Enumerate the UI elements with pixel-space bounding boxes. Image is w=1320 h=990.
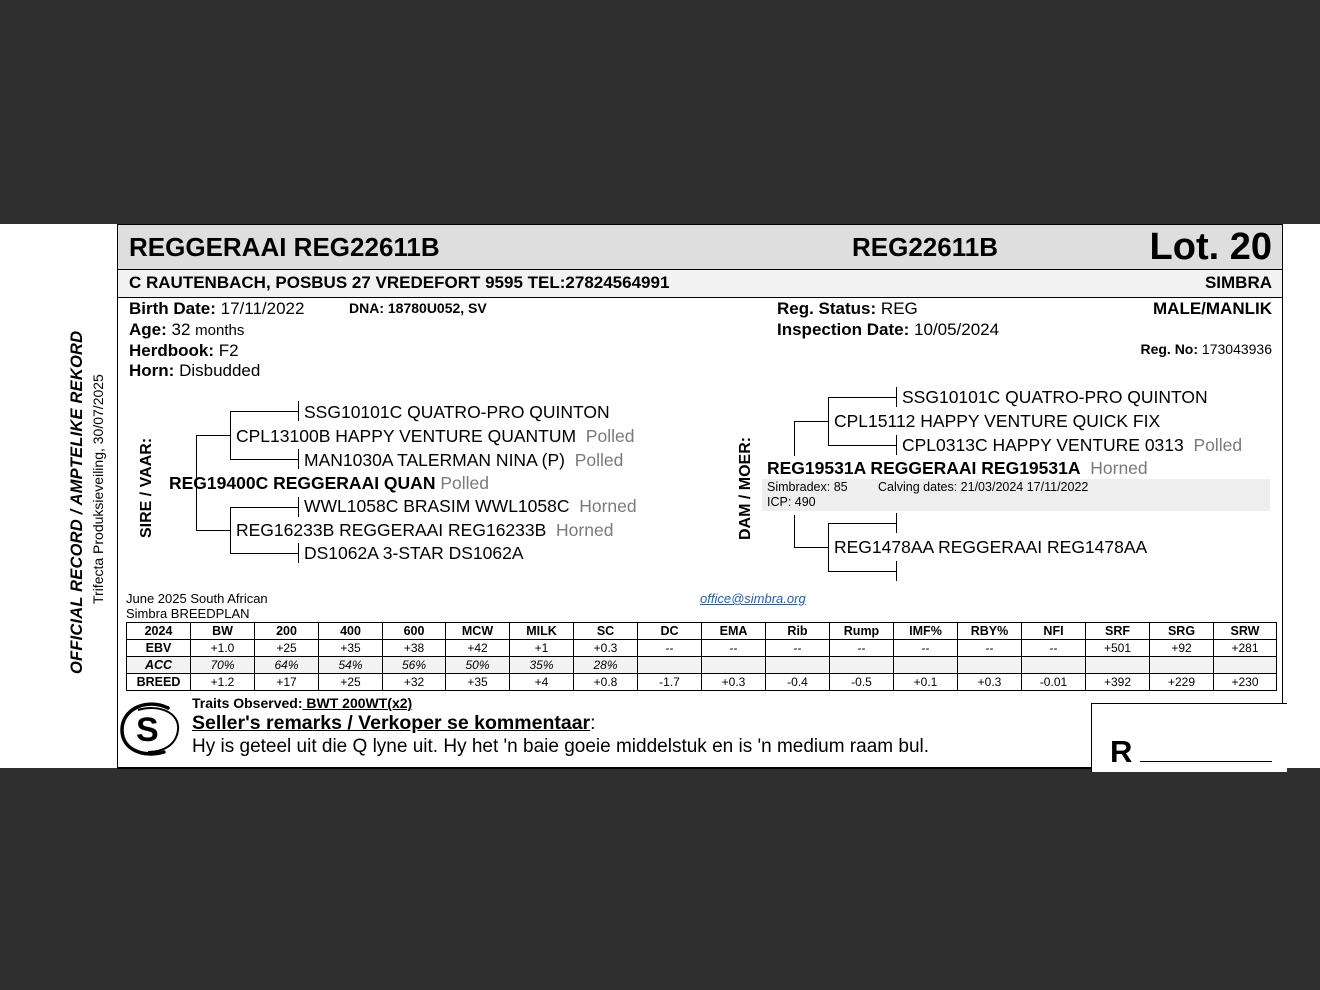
ebv-cell: 35% <box>510 657 574 674</box>
ebv-cell: +501 <box>1086 640 1150 657</box>
ebv-cell: 56% <box>383 657 446 674</box>
ebv-header-cell: RBY% <box>958 623 1022 640</box>
breed-row <box>127 674 1277 691</box>
ebv-header-cell: 2024 <box>127 623 191 640</box>
ebv-row <box>127 640 1277 657</box>
ebv-cell <box>958 657 1022 674</box>
ebv-cell: -- <box>702 640 766 657</box>
sire-side-label: SIRE / VAAR: <box>138 437 155 538</box>
dam-name: REG19531A REGGERAAI REG19531A Horned <box>767 458 1148 478</box>
ebv-cell: +230 <box>1214 674 1277 691</box>
ebv-header-cell: DC <box>638 623 702 640</box>
ebv-header-cell: SRF <box>1086 623 1150 640</box>
breeder-info: C RAUTENBACH, POSBUS 27 VREDEFORT 9595 TEL:27824564991 <box>129 273 670 292</box>
ebv-row-label: ACC <box>127 657 191 674</box>
ebv-cell: +38 <box>383 640 446 657</box>
sire-dam-dam: DS1062A 3-STAR DS1062A <box>304 543 524 563</box>
ebv-cell: +0.3 <box>574 640 638 657</box>
remarks-title: Seller's remarks / Verkoper se kommentaar: <box>192 712 596 734</box>
ebv-cell: -- <box>830 640 894 657</box>
ebv-header-cell: MILK <box>510 623 574 640</box>
ebv-cell: -- <box>958 640 1022 657</box>
ebv-cell <box>766 657 830 674</box>
ebv-cell: +229 <box>1150 674 1214 691</box>
ebv-header-cell: 600 <box>383 623 446 640</box>
ebv-cell <box>830 657 894 674</box>
reg-code: REG22611B <box>852 232 998 262</box>
ebv-header-cell: SC <box>574 623 638 640</box>
ebv-header-cell: Rib <box>766 623 830 640</box>
ebv-cell: +92 <box>1150 640 1214 657</box>
reg-number: Reg. No: 173043936 <box>1140 341 1272 357</box>
ebv-cell: 70% <box>191 657 255 674</box>
sire-dam-sire: WWL1058C BRASIM WWL1058C Horned <box>304 496 637 516</box>
ebv-cell: +1.2 <box>191 674 255 691</box>
price-box <box>1091 703 1287 772</box>
ebv-cell: +25 <box>319 674 383 691</box>
ebv-cell: +0.1 <box>894 674 958 691</box>
price-label: R <box>1110 734 1133 769</box>
ebv-cell <box>1214 657 1277 674</box>
ebv-cell <box>702 657 766 674</box>
ebv-header-cell: NFI <box>1022 623 1086 640</box>
calving-dates: Calving dates: 21/03/2024 17/11/2022 <box>878 480 1089 494</box>
ebv-header-cell: 400 <box>319 623 383 640</box>
sex-label: MALE/MANLIK <box>1153 299 1272 318</box>
sire-sire-dam: MAN1030A TALERMAN NINA (P) Polled <box>304 450 624 470</box>
ebv-cell <box>1150 657 1214 674</box>
ebv-cell: -0.5 <box>830 674 894 691</box>
ebv-cell: -- <box>1022 640 1086 657</box>
ebv-cell: +35 <box>446 674 510 691</box>
icp: ICP: 490 <box>767 495 816 509</box>
dam-side-label: DAM / MOER: <box>737 436 754 540</box>
simbra-logo-icon <box>118 700 182 760</box>
animal-name: REGGERAAI REG22611B <box>129 232 440 262</box>
lot-sheet <box>0 224 1320 768</box>
ebv-header-cell: EMA <box>702 623 766 640</box>
ebv-header-cell: 200 <box>255 623 319 640</box>
dam-dam: REG1478AA REGGERAAI REG1478AA <box>834 537 1148 557</box>
ebv-cell: +0.3 <box>958 674 1022 691</box>
breeder-bar <box>118 270 1282 298</box>
reg-status: Reg. Status: REG <box>777 299 918 318</box>
ebv-cell: +281 <box>1214 640 1277 657</box>
ebv-cell: -1.7 <box>638 674 702 691</box>
traits-observed: Traits Observed: BWT 200WT(x2) <box>192 695 413 711</box>
ebv-cell: 50% <box>446 657 510 674</box>
official-record-label: OFFICIAL RECORD / AMPTELIKE REKORD <box>68 330 86 674</box>
ebv-cell: -- <box>638 640 702 657</box>
ebv-cell: +25 <box>255 640 319 657</box>
ebv-header-cell: SRW <box>1214 623 1277 640</box>
ebv-cell: +392 <box>1086 674 1150 691</box>
dna-info: DNA: 18780U052, SV <box>349 300 487 316</box>
ebv-cell <box>894 657 958 674</box>
ebv-cell: -- <box>894 640 958 657</box>
ebv-cell: +17 <box>255 674 319 691</box>
ebv-cell: +1 <box>510 640 574 657</box>
ebv-cell: +4 <box>510 674 574 691</box>
ebv-header-cell: MCW <box>446 623 510 640</box>
breedplan-caption: June 2025 South African Simbra BREEDPLAN <box>126 591 268 621</box>
ebv-cell: -0.4 <box>766 674 830 691</box>
ebv-cell: +0.8 <box>574 674 638 691</box>
price-line[interactable] <box>1140 761 1272 762</box>
ebv-row-label: EBV <box>127 640 191 657</box>
sire-sire-sire: SSG10101C QUATRO-PRO QUINTON <box>304 402 610 422</box>
horn-status: Horn: Disbudded <box>129 361 261 380</box>
side-caption <box>66 224 116 768</box>
ebv-header-cell: SRG <box>1150 623 1214 640</box>
ebv-cell: 28% <box>574 657 638 674</box>
inspection-date: Inspection Date: 10/05/2024 <box>777 320 1000 339</box>
ebv-cell: -0.01 <box>1022 674 1086 691</box>
ebv-row-label: BREED <box>127 674 191 691</box>
lot-number: Lot. 20 <box>1149 226 1272 268</box>
ebv-cell: 64% <box>255 657 319 674</box>
ebv-cell <box>638 657 702 674</box>
birth-date: Birth Date: 17/11/2022 <box>129 299 305 318</box>
acc-row <box>127 657 1277 674</box>
ebv-cell: 54% <box>319 657 383 674</box>
breed-label: SIMBRA <box>1204 273 1272 292</box>
ebv-table <box>126 622 1277 691</box>
ebv-cell: +32 <box>383 674 446 691</box>
ebv-header-cell: IMF% <box>894 623 958 640</box>
ebv-cell <box>1022 657 1086 674</box>
ebv-header-row <box>127 623 1277 640</box>
ebv-cell: +42 <box>446 640 510 657</box>
ebv-header-cell: Rump <box>830 623 894 640</box>
animal-card <box>117 224 1283 768</box>
email-link[interactable]: office@simbra.org <box>700 591 806 606</box>
dam-sire-sire: SSG10101C QUATRO-PRO QUINTON <box>902 387 1208 407</box>
logo-letter: S <box>136 711 159 749</box>
simbradex: Simbradex: 85 <box>767 480 848 494</box>
dam-sire-dam: CPL0313C HAPPY VENTURE 0313 Polled <box>902 435 1243 455</box>
sire-sire: CPL13100B HAPPY VENTURE QUANTUM Polled <box>236 426 635 446</box>
dam-sire: CPL15112 HAPPY VENTURE QUICK FIX <box>834 411 1161 431</box>
herdbook: Herdbook: F2 <box>129 341 239 360</box>
title-bar <box>118 225 1282 270</box>
ebv-cell: -- <box>766 640 830 657</box>
ebv-cell: +0.3 <box>702 674 766 691</box>
age: Age: 32 months <box>129 320 245 339</box>
sire-name: REG19400C REGGERAAI QUAN Polled <box>169 473 489 493</box>
sale-label: Trifecta Produksieveiling, 30/07/2025 <box>90 374 106 604</box>
ebv-cell: +1.0 <box>191 640 255 657</box>
remarks-text: Hy is geteel uit die Q lyne uit. Hy het 'n baie goeie middelstuk en is 'n medium raam bul. <box>192 736 930 757</box>
sire-dam: REG16233B REGGERAAI REG16233B Horned <box>236 520 614 540</box>
ebv-cell <box>1086 657 1150 674</box>
ebv-cell: +35 <box>319 640 383 657</box>
ebv-header-cell: BW <box>191 623 255 640</box>
